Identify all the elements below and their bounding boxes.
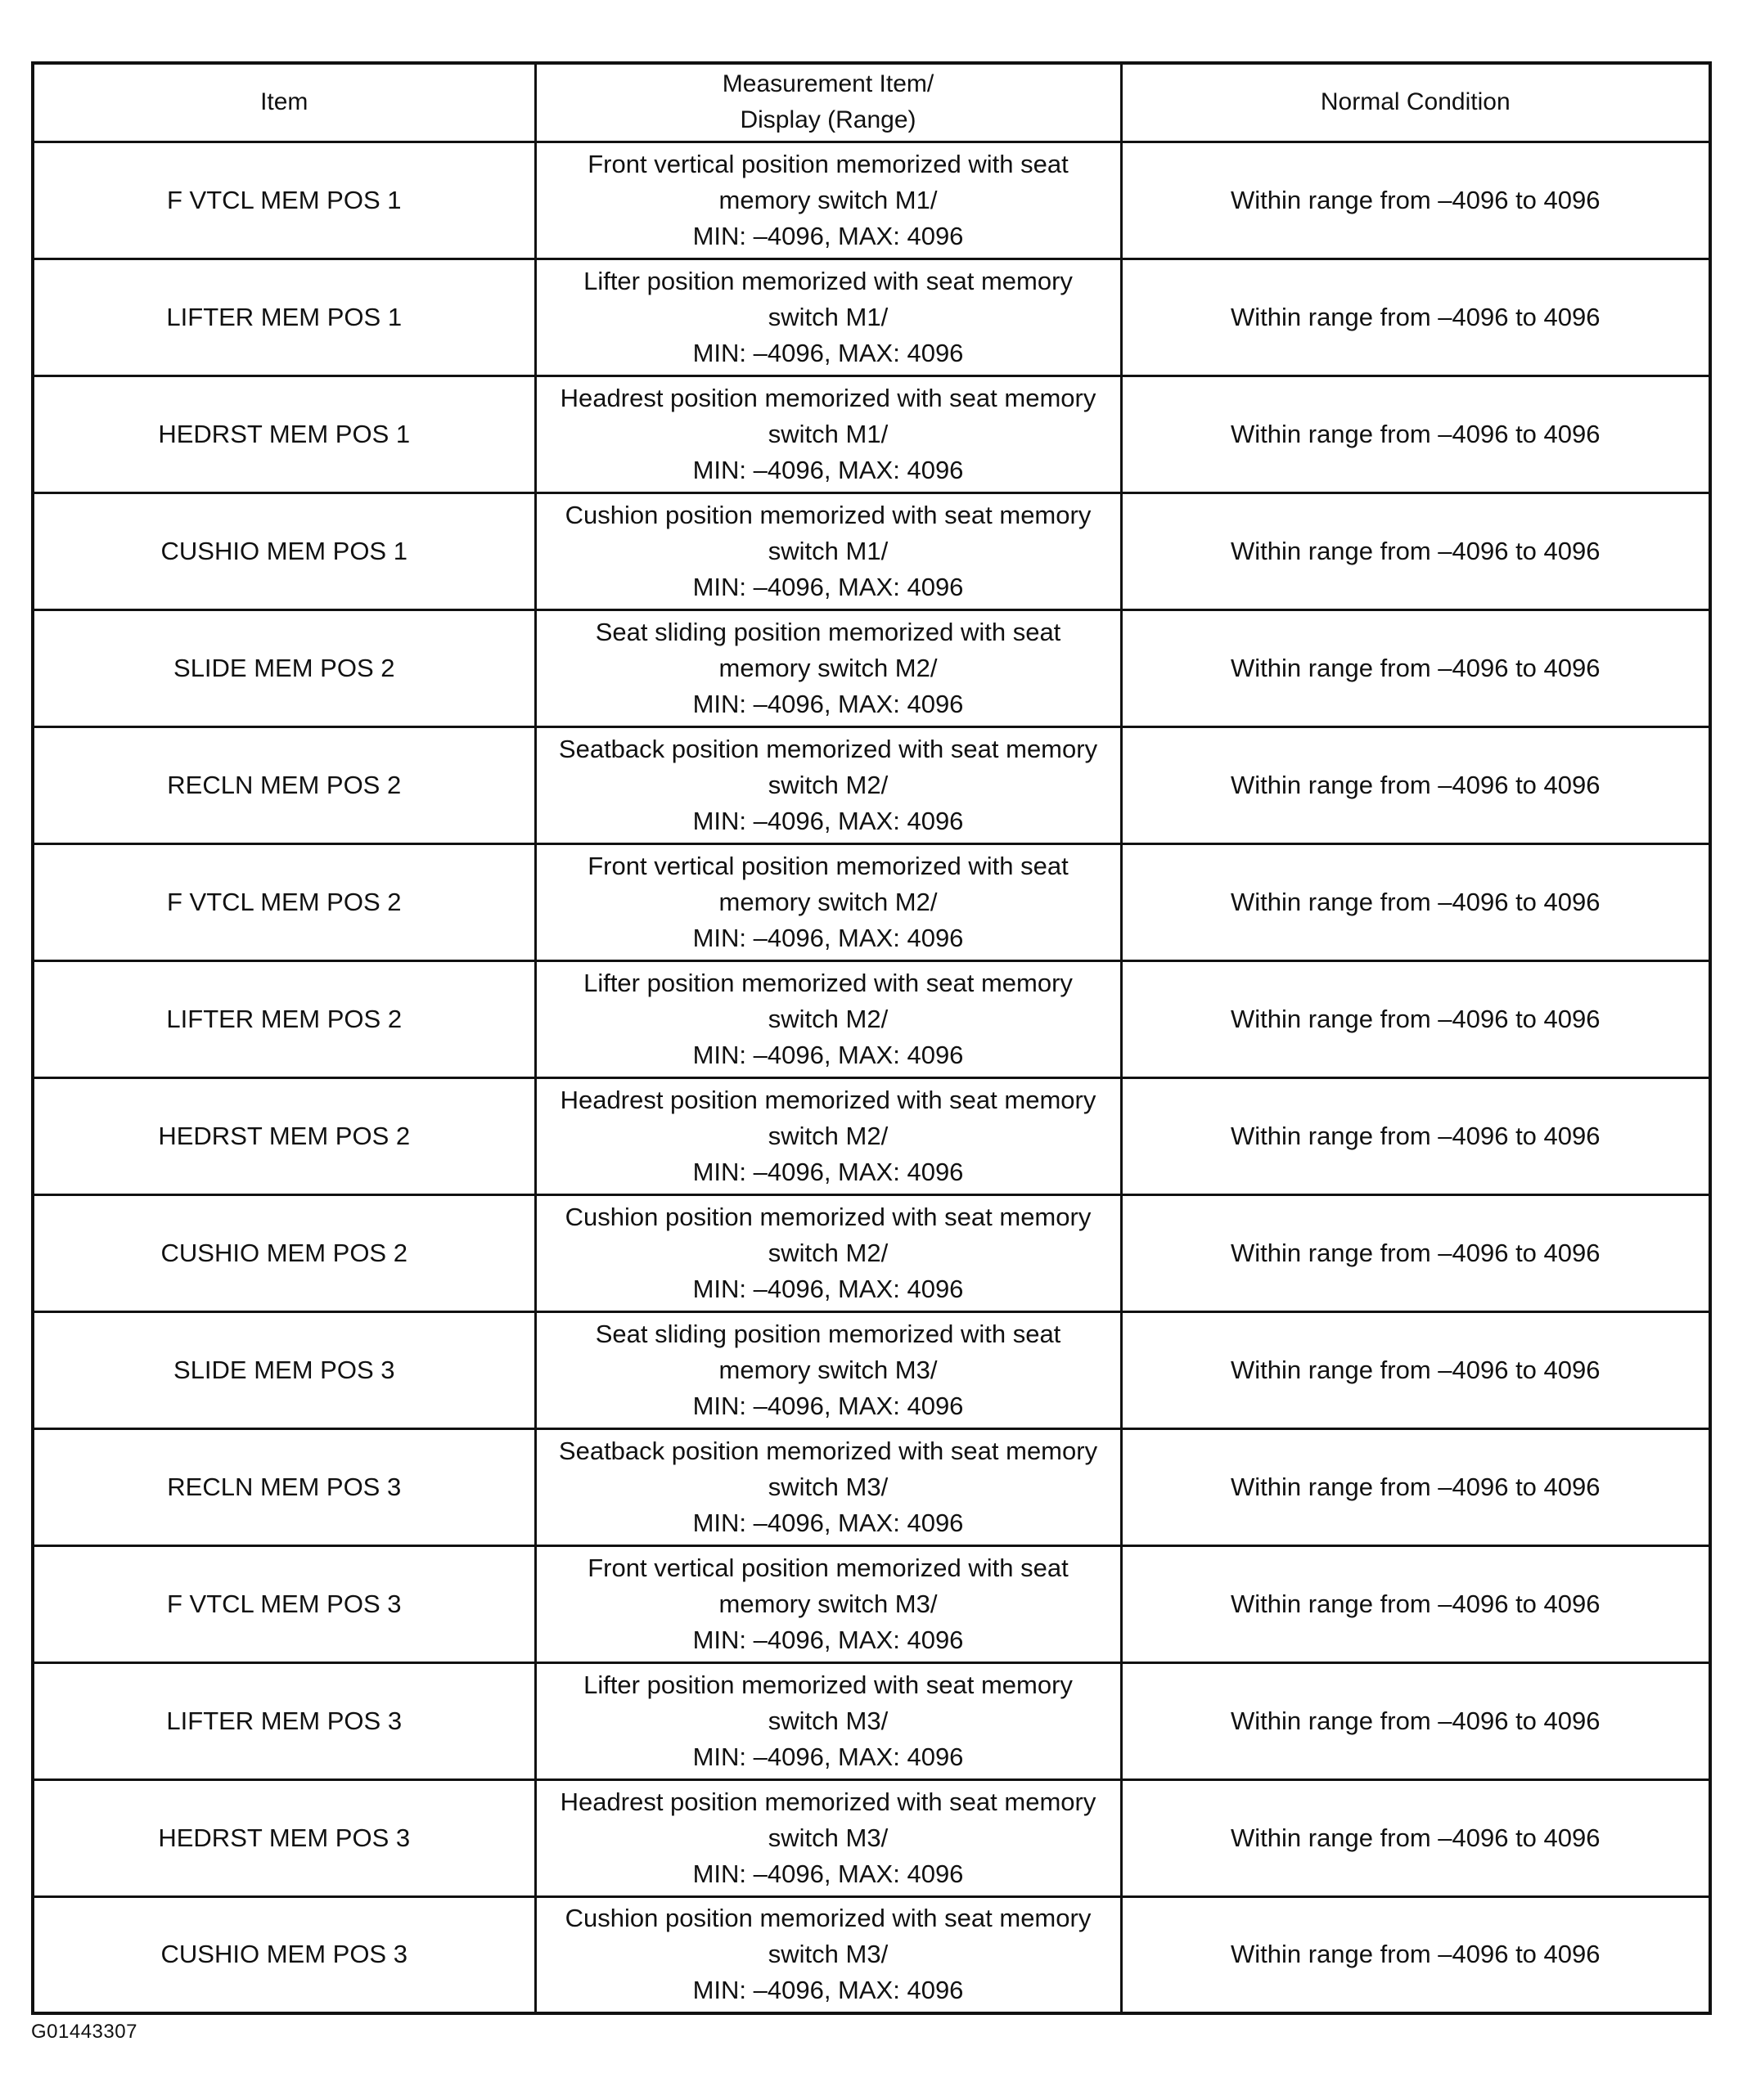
measurement-line1: Lifter position memorized with seat memory [583,968,1073,997]
cell-measurement [535,1662,1121,1779]
cell-normal-condition: Within range from –4096 to 4096 [1121,1077,1710,1194]
cell-normal-condition: Within range from –4096 to 4096 [1121,1545,1710,1662]
cell-item: F VTCL MEM POS 3 [33,1545,535,1662]
cell-normal-condition: Within range from –4096 to 4096 [1121,1428,1710,1545]
table-body [33,142,1710,2013]
cell-item: HEDRST MEM POS 1 [33,375,535,492]
cell-normal-condition: Within range from –4096 to 4096 [1121,142,1710,259]
data-table [31,61,1712,2015]
measurement-line3: MIN: –4096, MAX: 4096 [692,455,964,484]
measurement-line2: memory switch M2/ [718,887,938,916]
measurement-line1: Seatback position memorized with seat memory [558,734,1098,763]
cell-item: CUSHIO MEM POS 2 [33,1194,535,1311]
measurement-line1: Front vertical position memorized with seat [588,149,1069,178]
measurement-line3: MIN: –4096, MAX: 4096 [692,1625,964,1654]
cell-item: CUSHIO MEM POS 3 [33,1896,535,2013]
measurement-line2: switch M2/ [768,1004,889,1033]
cell-measurement [535,609,1121,726]
cell-normal-condition: Within range from –4096 to 4096 [1121,259,1710,375]
cell-normal-condition: Within range from –4096 to 4096 [1121,492,1710,609]
measurement-line1: Lifter position memorized with seat memory [583,1670,1073,1699]
cell-normal-condition: Within range from –4096 to 4096 [1121,1662,1710,1779]
cell-normal-condition: Within range from –4096 to 4096 [1121,726,1710,843]
measurement-line2: switch M1/ [768,302,889,331]
cell-item: F VTCL MEM POS 1 [33,142,535,259]
header-measurement [535,63,1121,142]
table-row [33,1779,1710,1896]
table-row [33,609,1710,726]
measurement-line3: MIN: –4096, MAX: 4096 [692,572,964,601]
cell-item: HEDRST MEM POS 2 [33,1077,535,1194]
measurement-line1: Cushion position memorized with seat memory [565,500,1092,529]
measurement-line3: MIN: –4096, MAX: 4096 [692,923,964,952]
cell-item: RECLN MEM POS 2 [33,726,535,843]
measurement-line3: MIN: –4096, MAX: 4096 [692,1508,964,1537]
measurement-line2: switch M3/ [768,1472,889,1501]
measurement-line2: switch M2/ [768,770,889,799]
cell-normal-condition: Within range from –4096 to 4096 [1121,843,1710,960]
measurement-line3: MIN: –4096, MAX: 4096 [692,1040,964,1069]
measurement-line2: switch M1/ [768,419,889,448]
cell-measurement [535,1194,1121,1311]
measurement-line2: switch M2/ [768,1238,889,1267]
measurement-line3: MIN: –4096, MAX: 4096 [692,806,964,835]
cell-item: LIFTER MEM POS 2 [33,960,535,1077]
table-row [33,1311,1710,1428]
measurement-line1: Headrest position memorized with seat memory [560,1085,1096,1114]
measurement-line3: MIN: –4096, MAX: 4096 [692,1157,964,1186]
cell-normal-condition: Within range from –4096 to 4096 [1121,1194,1710,1311]
table-row [33,1194,1710,1311]
header-row [33,63,1710,142]
cell-measurement [535,375,1121,492]
measurement-line3: MIN: –4096, MAX: 4096 [692,1391,964,1420]
measurement-line2: memory switch M1/ [718,185,938,214]
cell-item: LIFTER MEM POS 1 [33,259,535,375]
cell-normal-condition: Within range from –4096 to 4096 [1121,1311,1710,1428]
table-row [33,1077,1710,1194]
table-row [33,1428,1710,1545]
cell-measurement [535,142,1121,259]
cell-measurement [535,843,1121,960]
measurement-line2: switch M3/ [768,1706,889,1735]
cell-measurement [535,1311,1121,1428]
cell-item: RECLN MEM POS 3 [33,1428,535,1545]
cell-measurement [535,1896,1121,2013]
table-row [33,843,1710,960]
measurement-line1: Headrest position memorized with seat memory [560,1787,1096,1816]
measurement-line2: switch M3/ [768,1940,889,1969]
measurement-line1: Seatback position memorized with seat memory [558,1436,1098,1465]
cell-item: CUSHIO MEM POS 1 [33,492,535,609]
table-row [33,960,1710,1077]
measurement-line1: Front vertical position memorized with seat [588,1553,1069,1582]
cell-measurement [535,960,1121,1077]
table-row [33,259,1710,375]
measurement-line1: Cushion position memorized with seat memory [565,1904,1092,1933]
cell-measurement [535,1545,1121,1662]
table-row [33,726,1710,843]
cell-item: LIFTER MEM POS 3 [33,1662,535,1779]
measurement-line2: switch M3/ [768,1823,889,1852]
measurement-line1: Lifter position memorized with seat memory [583,266,1073,295]
measurement-line3: MIN: –4096, MAX: 4096 [692,221,964,250]
table-row [33,375,1710,492]
cell-normal-condition: Within range from –4096 to 4096 [1121,960,1710,1077]
figure-id: G01443307 [31,2021,137,2043]
cell-measurement [535,492,1121,609]
measurement-line3: MIN: –4096, MAX: 4096 [692,1976,964,2005]
measurement-line3: MIN: –4096, MAX: 4096 [692,1742,964,1771]
cell-normal-condition: Within range from –4096 to 4096 [1121,1779,1710,1896]
cell-item: SLIDE MEM POS 3 [33,1311,535,1428]
cell-normal-condition: Within range from –4096 to 4096 [1121,375,1710,492]
table-row [33,1545,1710,1662]
cell-item: HEDRST MEM POS 3 [33,1779,535,1896]
cell-measurement [535,726,1121,843]
measurement-line2: switch M2/ [768,1121,889,1150]
cell-measurement [535,1077,1121,1194]
cell-measurement [535,1779,1121,1896]
cell-measurement [535,1428,1121,1545]
measurement-line2: memory switch M2/ [718,653,938,682]
header-item: Item [33,63,535,142]
header-normal-condition: Normal Condition [1121,63,1710,142]
header-measurement-line2: Display (Range) [740,106,916,134]
measurement-line2: memory switch M3/ [718,1589,938,1618]
table-row [33,1662,1710,1779]
measurement-line1: Cushion position memorized with seat memory [565,1202,1092,1231]
table-row [33,142,1710,259]
measurement-line3: MIN: –4096, MAX: 4096 [692,1859,964,1888]
measurement-line3: MIN: –4096, MAX: 4096 [692,338,964,367]
measurement-line3: MIN: –4096, MAX: 4096 [692,1274,964,1303]
measurement-line1: Front vertical position memorized with seat [588,851,1069,880]
cell-item: F VTCL MEM POS 2 [33,843,535,960]
cell-item: SLIDE MEM POS 2 [33,609,535,726]
measurement-line1: Seat sliding position memorized with seat [595,1319,1061,1348]
cell-measurement [535,259,1121,375]
cell-normal-condition: Within range from –4096 to 4096 [1121,1896,1710,2013]
table-row [33,492,1710,609]
table-row [33,1896,1710,2013]
measurement-line1: Headrest position memorized with seat memory [560,383,1096,412]
measurement-line2: switch M1/ [768,536,889,565]
measurement-line2: memory switch M3/ [718,1355,938,1384]
table-header [33,63,1710,142]
header-measurement-line1: Measurement Item/ [722,70,934,98]
measurement-line3: MIN: –4096, MAX: 4096 [692,689,964,718]
measurement-line1: Seat sliding position memorized with seat [595,617,1061,646]
cell-normal-condition: Within range from –4096 to 4096 [1121,609,1710,726]
